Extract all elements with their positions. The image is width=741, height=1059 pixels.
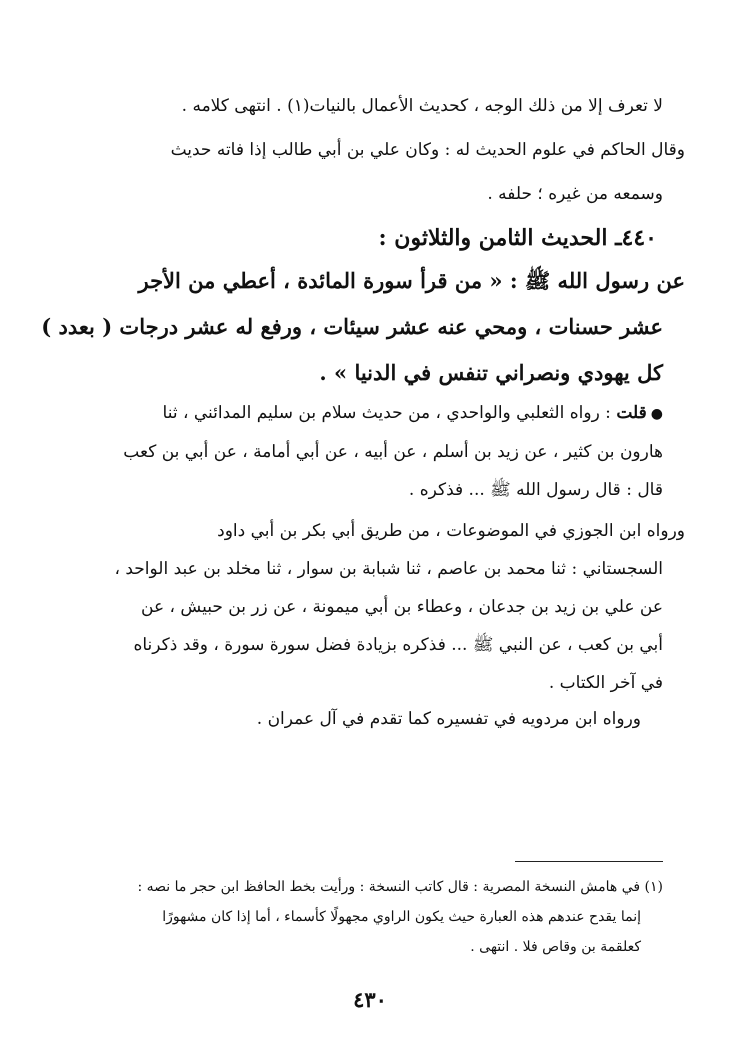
text-line: عن علي بن زيد بن جدعان ، وعطاء بن أبي ميمونة ، عن زر بن حبيش ، عن	[141, 597, 663, 617]
footnote-line: إنما يقدح عندهم هذه العبارة حيث يكون الراوي مجهولًا كأسماء ، أما إذا كان مشهورًا	[162, 909, 641, 925]
text-line: لا تعرف إلا من ذلك الوجه ، كحديث الأعمال بالنيات(١) . انتهى كلامه .	[181, 96, 663, 116]
hadith-heading	[379, 222, 657, 254]
page-number: ٤٣٠	[353, 987, 387, 1012]
footnote-line: (١) في هامش النسخة المصرية : قال كاتب النسخة : ورأيت بخط الحافظ ابن حجر ما نصه :	[137, 879, 663, 895]
footnote-line: كعلقمة بن وقاص فلا . انتهى .	[470, 939, 641, 955]
footnote-divider	[515, 861, 663, 862]
text-line: السجستاني : ثنا محمد بن عاصم ، ثنا شبابة بن سوار ، ثنا مخلد بن عبد الواحد ،	[114, 559, 663, 579]
text-line: عشر حسنات ، ومحي عنه عشر سيئات ، ورفع له عشر درجات ( بعدد )	[41, 314, 663, 339]
text-line: كل يهودي ونصراني تنفس في الدنيا » .	[319, 360, 663, 385]
text-line: عن رسول الله ﷺ : « من قرأ سورة المائدة ، أعطي من الأجر	[138, 268, 685, 293]
commentary-note	[123, 394, 663, 509]
text-segment: : رواه الثعلبي والواحدي ، من حديث سلام بن سليم المدائني ، ثنا	[162, 403, 611, 423]
text-line: هارون بن كثير ، عن زيد بن أسلم ، عن أبيه ، عن أبي أمامة ، عن أبي بن كعب	[123, 442, 663, 462]
text-line: ورواه ابن الجوزي في الموضوعات ، من طريق أبي بكر بن أبي داود	[217, 521, 685, 541]
text-line: في آخر الكتاب .	[548, 673, 663, 693]
paragraph-jawzi	[114, 512, 685, 702]
footnote	[137, 872, 663, 962]
qult-label: قلت	[616, 403, 647, 423]
text-line: أبي بن كعب ، عن النبي ﷺ ... فذكره بزيادة فضل سورة سورة ، وقد ذكرناه	[133, 635, 663, 655]
hadith-number-title: ٤٤٠ـ الحديث الثامن والثلاثون :	[378, 225, 657, 251]
paragraph-mardawayh	[257, 700, 641, 738]
text-line	[123, 394, 663, 433]
bullet-icon: ●	[650, 406, 663, 422]
paragraph-continuation	[170, 84, 685, 216]
text-line: ورواه ابن مردويه في تفسيره كما تقدم في آل عمران .	[256, 709, 641, 729]
text-line: وسمعه من غيره ؛ حلفه .	[487, 184, 663, 204]
text-line: قال : قال رسول الله ﷺ ... فذكره .	[408, 480, 663, 500]
hadith-text	[41, 258, 685, 396]
text-line: وقال الحاكم في علوم الحديث له : وكان علي بن أبي طالب إذا فاته حديث	[170, 140, 685, 160]
